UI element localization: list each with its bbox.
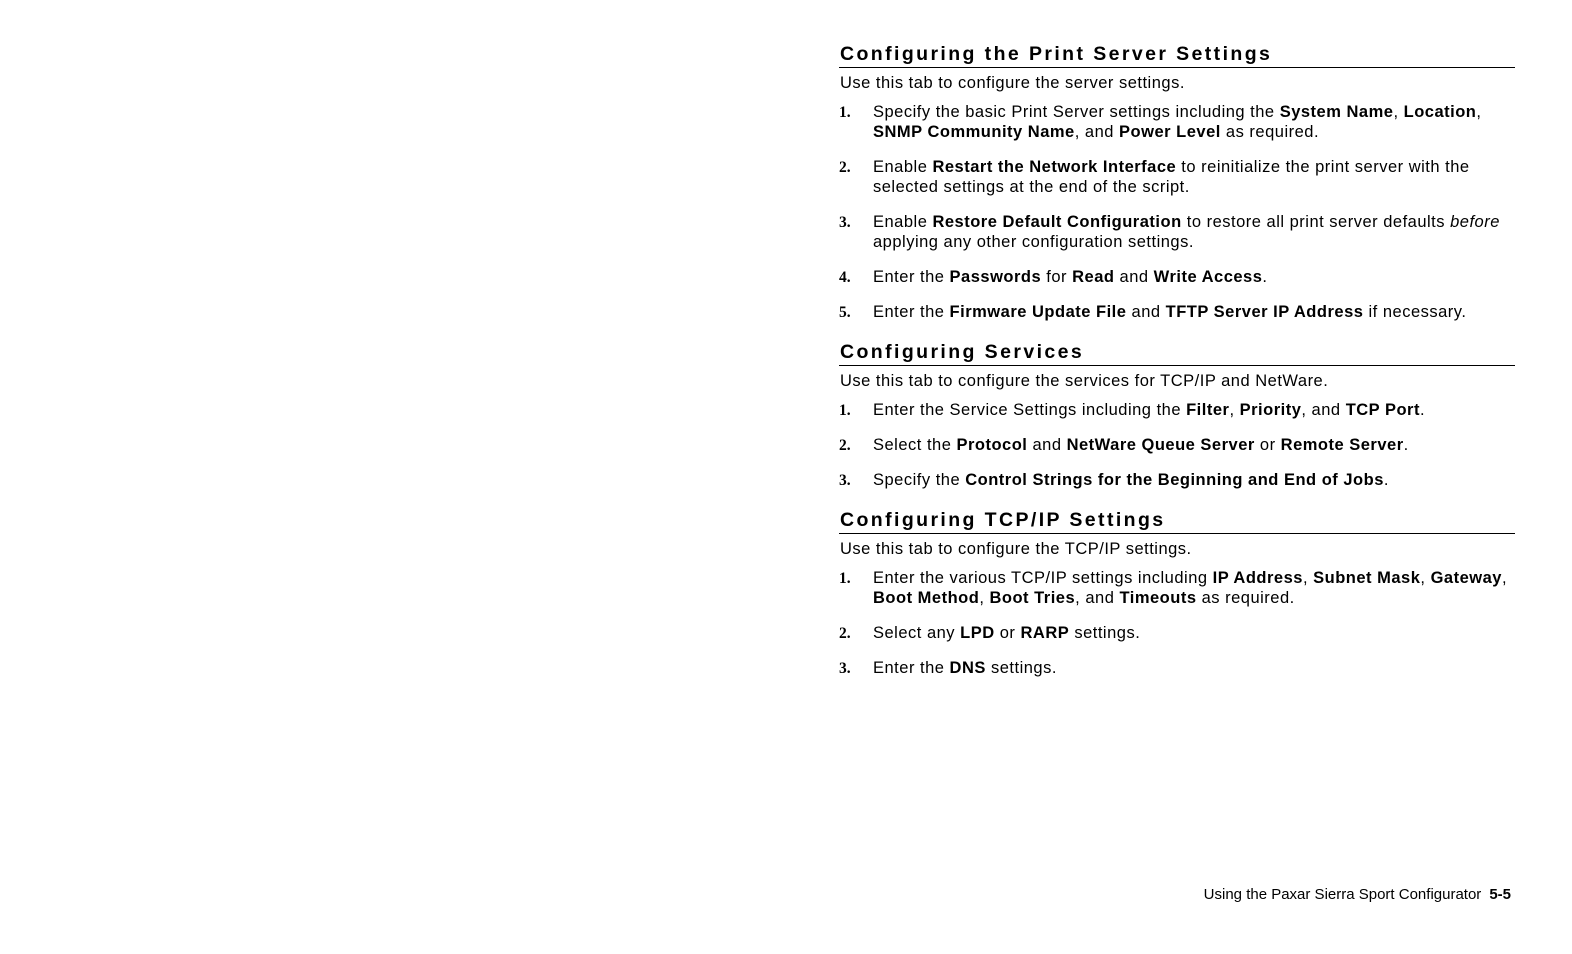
page-number: 5-5 — [1489, 886, 1511, 903]
step-number: 2. — [839, 159, 851, 176]
section-heading: Configuring Services — [839, 340, 1515, 366]
page-footer — [1204, 886, 1511, 903]
step-list — [839, 568, 1515, 678]
step-text: Specify the basic Print Server settings including the System Name, Location, SNMP Community Name, and Power Level as required. — [873, 103, 1482, 141]
bold-term: Firmware Update File — [949, 303, 1127, 321]
bold-term: Restore Default Configuration — [932, 213, 1182, 231]
section-tcpip-settings — [839, 508, 1515, 678]
bold-term: IP Address — [1212, 569, 1303, 587]
step-item — [839, 568, 1515, 608]
step-number: 2. — [839, 625, 851, 642]
section-print-server-settings — [839, 42, 1515, 322]
bold-term: RARP — [1020, 624, 1070, 642]
bold-term: Gateway — [1430, 569, 1502, 587]
bold-term: Priority — [1239, 401, 1302, 419]
step-text: Enter the Service Settings including the Filter, Priority, and TCP Port. — [873, 401, 1426, 419]
bold-term: Boot Method — [873, 589, 980, 607]
step-item — [839, 658, 1515, 678]
emphasis-text: before — [1450, 213, 1500, 231]
bold-term: Remote Server — [1280, 436, 1404, 454]
bold-term: SNMP Community Name — [873, 123, 1075, 141]
bold-term: Timeouts — [1119, 589, 1197, 607]
step-text: Enable Restore Default Configuration to restore all print server defaults before applying any other configuration settings. — [873, 213, 1500, 251]
footer-title: Using the Paxar Sierra Sport Configurator — [1203, 886, 1482, 903]
bold-term: Control Strings for the Beginning and End of Jobs — [965, 471, 1384, 489]
bold-term: Protocol — [956, 436, 1028, 454]
section-services — [839, 340, 1515, 490]
section-heading: Configuring the Print Server Settings — [839, 42, 1515, 68]
step-text: Enter the various TCP/IP settings including IP Address, Subnet Mask, Gateway, Boot Method, Boot Tries, and Timeouts as required. — [873, 569, 1508, 607]
step-item — [839, 212, 1515, 252]
section-intro: Use this tab to configure the server settings. — [840, 74, 1185, 92]
bold-term: DNS — [949, 659, 986, 677]
step-text: Enter the Passwords for Read and Write Access. — [873, 268, 1268, 286]
bold-term: Write Access — [1153, 268, 1263, 286]
step-text: Select any LPD or RARP settings. — [873, 624, 1141, 642]
section-heading: Configuring TCP/IP Settings — [839, 508, 1515, 534]
step-text: Enter the DNS settings. — [873, 659, 1057, 677]
step-item — [839, 400, 1515, 420]
step-item — [839, 623, 1515, 643]
section-intro: Use this tab to configure the services for TCP/IP and NetWare. — [840, 372, 1329, 390]
step-number: 1. — [839, 402, 851, 419]
bold-term: Restart the Network Interface — [932, 158, 1177, 176]
step-number: 3. — [839, 214, 851, 231]
bold-term: TFTP Server IP Address — [1165, 303, 1364, 321]
section-intro: Use this tab to configure the TCP/IP settings. — [840, 540, 1192, 558]
step-number: 1. — [839, 570, 851, 587]
bold-term: Boot Tries — [989, 589, 1076, 607]
step-number: 4. — [839, 269, 851, 286]
step-text: Specify the Control Strings for the Beginning and End of Jobs. — [873, 471, 1389, 489]
bold-term: TCP Port — [1345, 401, 1420, 419]
step-text: Enter the Firmware Update File and TFTP Server IP Address if necessary. — [873, 303, 1467, 321]
step-number: 3. — [839, 660, 851, 677]
bold-term: Filter — [1186, 401, 1230, 419]
bold-term: Passwords — [949, 268, 1042, 286]
step-item — [839, 435, 1515, 455]
bold-term: System Name — [1279, 103, 1394, 121]
step-list — [839, 102, 1515, 322]
bold-term: Read — [1072, 268, 1115, 286]
step-item — [839, 102, 1515, 142]
bold-term: Subnet Mask — [1313, 569, 1421, 587]
step-number: 2. — [839, 437, 851, 454]
bold-term: LPD — [960, 624, 995, 642]
step-item — [839, 470, 1515, 490]
step-text: Enable Restart the Network Interface to reinitialize the print server with the selected settings at the end of the script. — [873, 158, 1470, 196]
step-number: 3. — [839, 472, 851, 489]
bold-term: Location — [1403, 103, 1477, 121]
step-item — [839, 267, 1515, 287]
step-number: 5. — [839, 304, 851, 321]
step-item — [839, 302, 1515, 322]
step-item — [839, 157, 1515, 197]
step-list — [839, 400, 1515, 490]
step-number: 1. — [839, 104, 851, 121]
bold-term: NetWare Queue Server — [1066, 436, 1255, 454]
step-text: Select the Protocol and NetWare Queue Server or Remote Server. — [873, 436, 1409, 454]
document-column — [839, 42, 1515, 678]
bold-term: Power Level — [1119, 123, 1221, 141]
